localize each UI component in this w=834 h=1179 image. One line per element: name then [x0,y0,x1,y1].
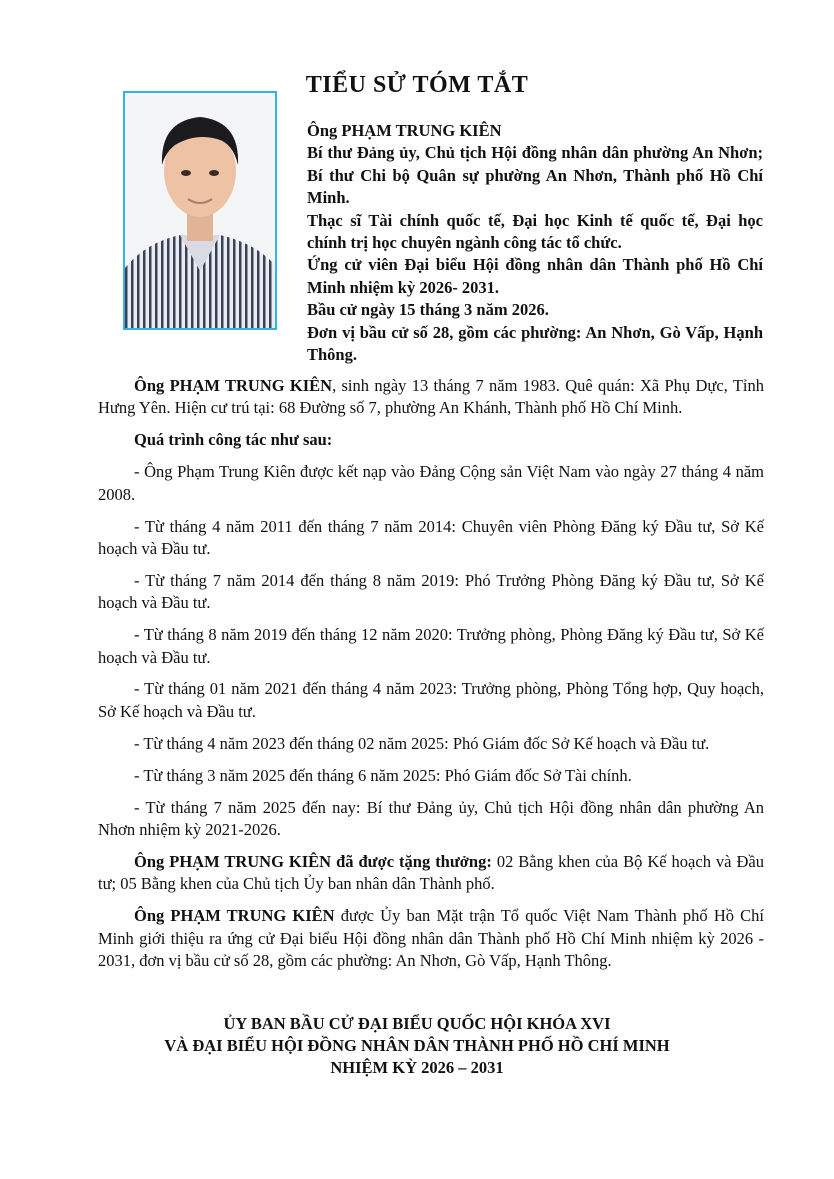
portrait-photo [123,91,277,330]
header-constituency: Đơn vị bầu cử số 28, gồm các phường: An Nhơn, Gò Vấp, Hạnh Thông. [307,322,763,365]
career-item: - Từ tháng 8 năm 2019 đến tháng 12 năm 2020: Trưởng phòng, Phòng Đăng ký Đầu tư, Sở Kế hoạch và Đầu tư. [98,625,764,667]
career-item: - Ông Phạm Trung Kiên được kết nạp vào Đảng Cộng sản Việt Nam vào ngày 27 tháng 4 năm 2008. [98,462,764,504]
footer-line-3: NHIỆM KỲ 2026 – 2031 [330,1058,504,1077]
nomination-name: Ông PHẠM TRUNG KIÊN [134,906,335,926]
header-election-date: Bầu cử ngày 15 tháng 3 năm 2026. [307,300,549,320]
header-education: Thạc sĩ Tài chính quốc tế, Đại học Kinh tế quốc tế, Đại học chính trị học chuyên ngành công tác tổ chức. [307,210,763,253]
career-heading-text: Quá trình công tác như sau: [134,430,333,450]
nomination-text: được Ủy ban Mặt trận Tổ quốc Việt Nam Thành phố Hồ Chí Minh giới thiệu ra ứng cử Đại biểu Hội đồng nhân dân Thành phố Hồ Chí Minh nhiệm kỳ 2026 - 2031, đơn vị bầu cử số 28, gồm các phường: An Nhơn, Gò Vấp, Hạnh Thông. [98,906,764,971]
career-item: - Từ tháng 01 năm 2021 đến tháng 4 năm 2023: Trưởng phòng, Phòng Tổng hợp, Quy hoạch, Sở Kế hoạch và Đầu tư. [98,679,764,721]
header-position: Bí thư Đảng ủy, Chủ tịch Hội đồng nhân dân phường An Nhơn; Bí thư Chi bộ Quân sự phường An Nhơn, Thành phố Hồ Chí Minh. [307,143,763,208]
biography-body [98,375,764,982]
footer-line-1: ỦY BAN BẦU CỬ ĐẠI BIỂU QUỐC HỘI KHÓA XVI [223,1014,611,1033]
bio-name: Ông PHẠM TRUNG KIÊN [134,376,333,395]
career-item: - Từ tháng 4 năm 2023 đến tháng 02 năm 2025: Phó Giám đốc Sở Kế hoạch và Đầu tư. [134,733,710,753]
bio-intro-text: , sinh ngày 13 tháng 7 năm 1983. Quê quán: Xã Phụ Dực, Tỉnh Hưng Yên. Hiện cư trú tại: 68 Đường số 7, phường An Khánh, Thành phố Hồ Chí Minh. [98,376,764,418]
nomination-paragraph [98,905,764,972]
career-heading [98,429,764,451]
issuing-committee [0,1013,834,1079]
awards-lead: Ông PHẠM TRUNG KIÊN đã được tặng thưởng: [134,851,492,871]
bio-intro-paragraph [98,375,764,420]
career-item: - Từ tháng 7 năm 2014 đến tháng 8 năm 2019: Phó Trưởng Phòng Đăng ký Đầu tư, Sở Kế hoạch và Đầu tư. [98,570,764,613]
awards-text: 02 Bằng khen của Bộ Kế hoạch và Đầu tư; 05 Bằng khen của Chủ tịch Ủy ban nhân dân Thành phố. [98,851,764,894]
career-item: - Từ tháng 4 năm 2011 đến tháng 7 năm 2014: Chuyên viên Phòng Đăng ký Đầu tư, Sở Kế hoạch và Đầu tư. [98,516,764,558]
header-summary [307,120,763,366]
document-title: TIỂU SỬ TÓM TẮT [305,72,529,98]
footer-line-2: VÀ ĐẠI BIỂU HỘI ĐỒNG NHÂN DÂN THÀNH PHỐ HỒ CHÍ MINH [164,1036,670,1055]
awards-paragraph [98,851,764,896]
portrait-illustration [125,93,275,328]
career-item: - Từ tháng 7 năm 2025 đến nay: Bí thư Đảng ủy, Chủ tịch Hội đồng nhân dân phường An Nhơn nhiệm kỳ 2021-2026. [98,797,764,839]
header-candidacy: Ứng cử viên Đại biểu Hội đồng nhân dân Thành phố Hồ Chí Minh nhiệm kỳ 2026- 2031. [307,255,763,297]
header-name: Ông PHẠM TRUNG KIÊN [307,121,502,140]
career-item: - Từ tháng 3 năm 2025 đến tháng 6 năm 2025: Phó Giám đốc Sở Tài chính. [134,765,632,785]
